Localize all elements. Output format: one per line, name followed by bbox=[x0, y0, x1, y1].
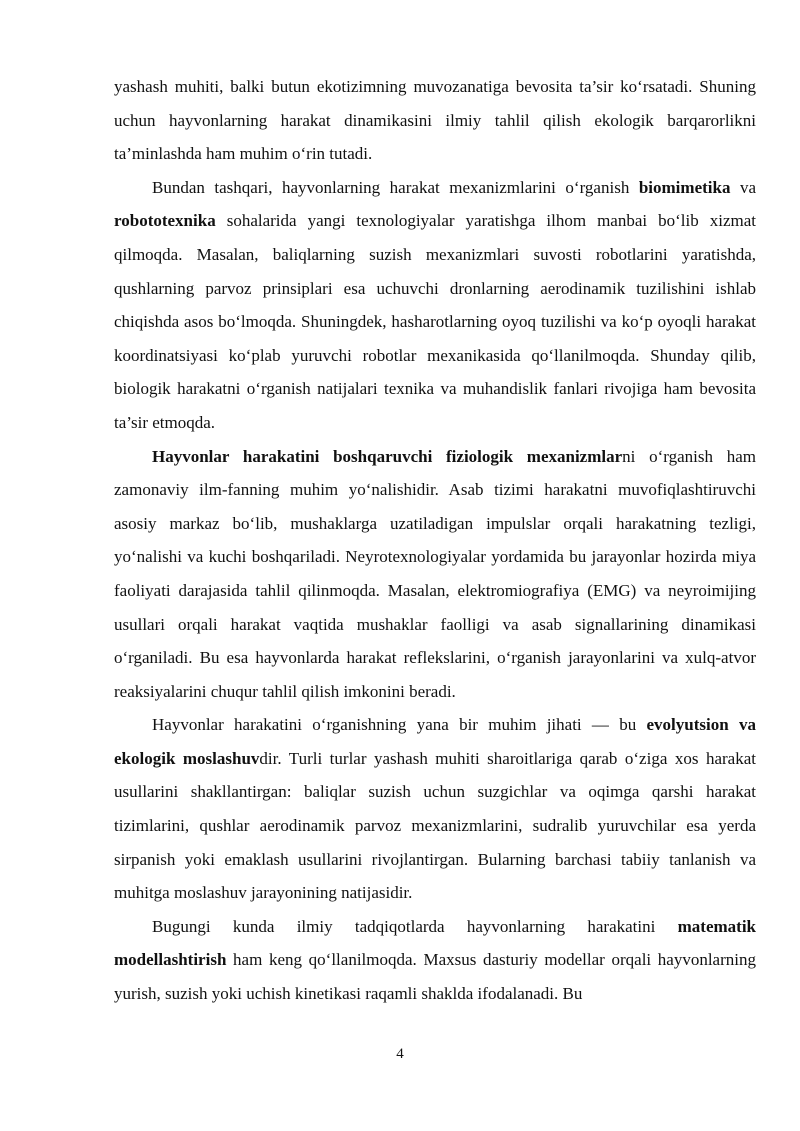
paragraph-5 bbox=[114, 910, 756, 1011]
text-run: Hayvonlar harakatini o‘rganishning yana bir muhim jihati — bu bbox=[152, 715, 647, 735]
text-run: ni o‘rganish ham zamonaviy ilm-fanning muhim yo‘nalishidir. Asab tizimi harakatni muvofiqlashtiruvchi asosiy markaz bo‘lib, mushaklarga uzatiladigan impulslar orqali harakatning tezligi, yo‘nalishi va kuchi boshqariladi. Neyrotexnologiyalar yordamida bu jarayonlar hozirda miya faoliyati darajasida tahlil qilinmoqda. Masalan, elektromiografiya (EMG) va neyroimijing usullari orqali harakat vaqtida mushaklar faolligi va asab signallarining dinamikasi o‘rganiladi. Bu esa hayvonlarda harakat reflekslarini, o‘rganish jarayonlarini va xulq-atvor reaksiyalarini chuqur tahlil qilish imkonini beradi. bbox=[114, 446, 756, 701]
bold-term-biomimetika: biomimetika bbox=[638, 177, 731, 197]
text-run: dir. Turli turlar yashash muhiti sharoitlariga qarab o‘ziga xos harakat usullarini shakllantirgan: baliqlar suzish uchun suzgichlar va oqimga qarshi harakat tizimlarini, qushlar aerodinamik parvoz mexanizmlarini, sudralib yuruvchilar esa yerda sirpanish yoki emaklash usullarini rivojlantirgan. Bularning barchasi tabiiy tanlanish va muhitga moslashuv jarayonining natijasidir. bbox=[114, 748, 756, 903]
paragraph-2 bbox=[114, 171, 756, 440]
text-run: yashash muhiti, balki butun ekotizimning muvozanatiga bevosita ta’sir ko‘rsatadi. Shuning uchun hayvonlarning harakat dinamikasini ilmiy tahlil qilish ekologik barqarorlikni ta’minlashda ham muhim o‘rin tutadi. bbox=[114, 77, 756, 164]
paragraph-3 bbox=[114, 440, 756, 709]
text-run: ham keng qo‘llanilmoqda. Maxsus dasturiy modellar orqali hayvonlarning yurish, suzish yoki uchish kinetikasi raqamli shaklda ifodalanadi. Bu bbox=[114, 950, 756, 1004]
text-run: va bbox=[730, 177, 757, 197]
bold-term-matematik-modellashtirish: matematik modellashtirish bbox=[114, 916, 756, 970]
paragraph-1 bbox=[114, 70, 756, 171]
text-run: sohalarida yangi texnologiyalar yaratishga ilhom manbai bo‘lib xizmat qilmoqda. Masalan, baliqlarning suzish mexanizmlari suvosti robotlarini yaratishda, qushlarning parvoz prinsiplari esa uchuvchi dronlarning aerodinamik tuzilishini ishlab chiqishda asos bo‘lmoqda. Shuningdek, hasharotlarning oyoq tuzilishi va ko‘p oyoqli harakat koordinatsiyasi ko‘plab yuruvchi robotlar mexanikasida qo‘llanilmoqda. Shunday qilib, biologik harakatni o‘rganish natijalari texnika va muhandislik fanlari rivojiga ham bevosita ta’sir etmoqda. bbox=[114, 211, 756, 432]
bold-term-robototexnika: robototexnika bbox=[114, 211, 216, 231]
text-run: Bugungi kunda ilmiy tadqiqotlarda hayvonlarning harakatini bbox=[152, 916, 678, 936]
page-number: 4 bbox=[396, 1046, 404, 1062]
body-text bbox=[114, 70, 756, 1011]
paragraph-4 bbox=[114, 708, 756, 910]
bold-term-evolyutsion-moslashuv: evolyutsion va ekologik moslashuv bbox=[114, 715, 756, 768]
text-run: Bundan tashqari, hayvonlarning harakat mexanizmlarini o‘rganish bbox=[152, 177, 639, 197]
bold-term-fiziologik-mexanizmlar: Hayvonlar harakatini boshqaruvchi fiziologik mexanizmlar bbox=[152, 446, 623, 466]
